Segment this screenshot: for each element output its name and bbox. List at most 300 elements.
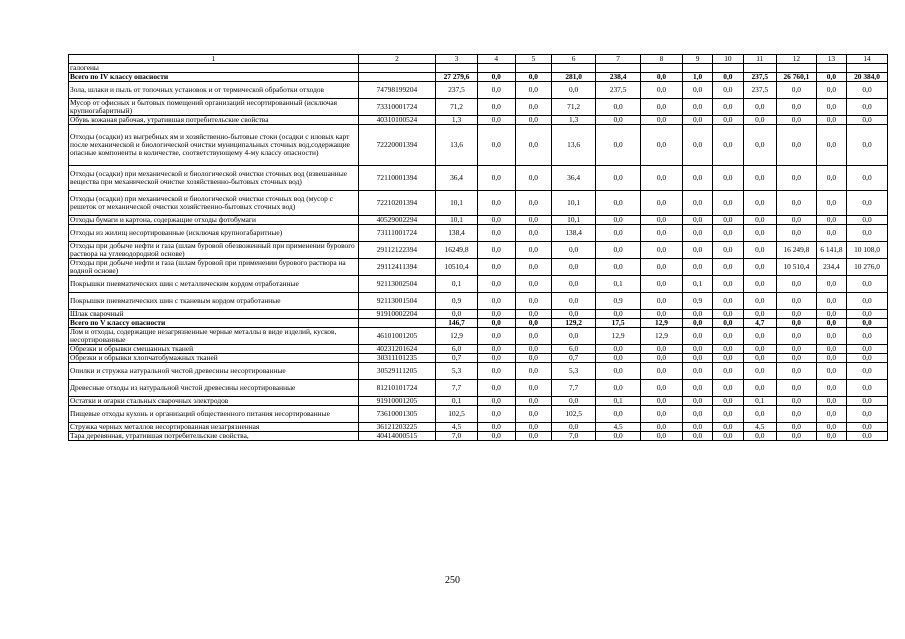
value-cell (777, 64, 817, 73)
value-cell: 0,0 (847, 125, 888, 166)
waste-code-cell: 72220001394 (358, 125, 435, 166)
value-cell: 0,0 (777, 328, 817, 345)
value-cell: 0,0 (847, 397, 888, 406)
column-number: 6 (552, 55, 596, 64)
waste-code-cell: 72110001394 (358, 166, 435, 191)
value-cell: 0,0 (816, 225, 846, 242)
value-cell: 0,0 (641, 166, 683, 191)
waste-row (69, 64, 888, 73)
value-cell: 0,0 (713, 397, 743, 406)
value-cell: 13,6 (436, 125, 478, 166)
total-row (69, 73, 888, 82)
waste-name-cell: Отходы при добыче нефти и газа (шлам буровой обезвоженный при применении бурового раствора на углеводородной основе) (69, 242, 359, 259)
value-cell: 0,0 (816, 319, 846, 328)
value-cell: 0,0 (477, 310, 515, 319)
value-cell: 0,0 (743, 406, 776, 423)
waste-code-cell: 40529002294 (358, 216, 435, 225)
waste-name-cell: Всего по V классу опасности (69, 319, 359, 328)
value-cell: 0,0 (515, 319, 552, 328)
value-cell: 0,0 (816, 406, 846, 423)
value-cell: 0,0 (713, 380, 743, 397)
value-cell: 0,0 (515, 432, 552, 441)
value-cell: 0,0 (743, 363, 776, 380)
value-cell: 0,0 (713, 310, 743, 319)
waste-name-cell: Отходы при добыче нефти и газа (шлам буровой при применении бурового раствора на водной основе) (69, 259, 359, 276)
waste-row (69, 166, 888, 191)
value-cell: 0,0 (552, 293, 596, 310)
waste-row (69, 310, 888, 319)
waste-code-cell: 92113001504 (358, 293, 435, 310)
value-cell: 0,0 (713, 82, 743, 99)
value-cell: 0,0 (743, 432, 776, 441)
waste-row (69, 432, 888, 441)
value-cell: 0,0 (713, 345, 743, 354)
value-cell: 0,0 (743, 259, 776, 276)
value-cell: 0,0 (596, 380, 641, 397)
value-cell: 1,0 (682, 73, 712, 82)
value-cell: 0,0 (477, 82, 515, 99)
value-cell (682, 64, 712, 73)
value-cell: 238,4 (596, 73, 641, 82)
value-cell: 0,0 (682, 82, 712, 99)
value-cell: 0,0 (816, 432, 846, 441)
value-cell: 0,0 (816, 397, 846, 406)
waste-name-cell: Обрезки и обрывки хлопчатобумажных тканей (69, 354, 359, 363)
waste-name-cell: галогены (69, 64, 359, 73)
value-cell: 0,0 (477, 345, 515, 354)
value-cell: 0,0 (816, 166, 846, 191)
value-cell: 0,0 (682, 354, 712, 363)
value-cell: 0,0 (477, 116, 515, 125)
value-cell: 0,0 (816, 354, 846, 363)
value-cell: 6,0 (552, 345, 596, 354)
waste-row (69, 99, 888, 116)
value-cell: 129,2 (552, 319, 596, 328)
value-cell: 17,5 (596, 319, 641, 328)
waste-row (69, 354, 888, 363)
waste-name-cell: Покрышки пневматических шин с тканевым кордом отработанные (69, 293, 359, 310)
value-cell: 0,1 (682, 276, 712, 293)
waste-row (69, 406, 888, 423)
value-cell: 0,0 (552, 259, 596, 276)
value-cell: 0,0 (641, 116, 683, 125)
value-cell: 0,0 (641, 225, 683, 242)
waste-name-cell: Отходы бумаги и картона, содержащие отходы фотобумаги (69, 216, 359, 225)
value-cell: 0,1 (596, 397, 641, 406)
value-cell: 0,0 (713, 116, 743, 125)
value-cell: 0,0 (847, 293, 888, 310)
column-number: 11 (743, 55, 776, 64)
value-cell: 0,0 (743, 242, 776, 259)
value-cell: 0,0 (477, 363, 515, 380)
value-cell: 20 384,0 (847, 73, 888, 82)
value-cell (847, 64, 888, 73)
value-cell: 0,0 (743, 125, 776, 166)
value-cell: 0,0 (477, 242, 515, 259)
value-cell: 13,6 (552, 125, 596, 166)
value-cell: 0,0 (777, 216, 817, 225)
value-cell: 26 760,1 (777, 73, 817, 82)
value-cell: 0,9 (436, 293, 478, 310)
value-cell: 0,0 (743, 310, 776, 319)
value-cell: 0,0 (777, 397, 817, 406)
waste-name-cell: Зола, шлаки и пыль от топочных установок и от термической обработки отходов (69, 82, 359, 99)
value-cell: 0,0 (743, 116, 776, 125)
value-cell: 0,0 (515, 354, 552, 363)
total-row (69, 319, 888, 328)
value-cell: 0,0 (477, 406, 515, 423)
waste-row (69, 423, 888, 432)
value-cell: 0,0 (477, 166, 515, 191)
value-cell: 0,0 (515, 293, 552, 310)
value-cell: 0,0 (847, 432, 888, 441)
waste-row (69, 225, 888, 242)
value-cell: 0,0 (743, 345, 776, 354)
value-cell: 0,0 (713, 191, 743, 216)
value-cell: 0,0 (847, 116, 888, 125)
value-cell: 0,0 (682, 116, 712, 125)
waste-code-cell: 73610001305 (358, 406, 435, 423)
value-cell: 10,1 (436, 191, 478, 216)
value-cell: 0,0 (477, 319, 515, 328)
column-number: 7 (596, 55, 641, 64)
value-cell: 0,0 (552, 276, 596, 293)
value-cell: 0,0 (596, 406, 641, 423)
value-cell: 0,0 (477, 225, 515, 242)
column-number: 1 (69, 55, 359, 64)
value-cell: 12,9 (596, 328, 641, 345)
value-cell: 0,0 (682, 259, 712, 276)
value-cell: 0,0 (641, 99, 683, 116)
waste-name-cell: Древесные отходы из натуральной чистой древесины несортированные (69, 380, 359, 397)
value-cell: 0,0 (847, 82, 888, 99)
waste-row (69, 191, 888, 216)
value-cell: 0,9 (596, 293, 641, 310)
table-body (69, 55, 888, 441)
value-cell: 0,0 (713, 406, 743, 423)
value-cell: 0,0 (515, 73, 552, 82)
value-cell: 5,3 (552, 363, 596, 380)
waste-name-cell: Обрезки и обрывки смешанных тканей (69, 345, 359, 354)
column-number: 10 (713, 55, 743, 64)
waste-name-cell: Шлак сварочный (69, 310, 359, 319)
value-cell: 0,0 (847, 225, 888, 242)
value-cell: 0,0 (682, 99, 712, 116)
value-cell: 0,0 (847, 310, 888, 319)
value-cell: 0,0 (816, 216, 846, 225)
value-cell: 0,0 (477, 354, 515, 363)
value-cell: 0,0 (816, 125, 846, 166)
value-cell: 0,0 (713, 99, 743, 116)
value-cell: 0,0 (847, 363, 888, 380)
value-cell: 138,4 (552, 225, 596, 242)
value-cell: 102,5 (436, 406, 478, 423)
value-cell: 0,0 (596, 242, 641, 259)
value-cell: 0,0 (777, 319, 817, 328)
value-cell: 0,0 (515, 397, 552, 406)
value-cell: 0,0 (682, 345, 712, 354)
value-cell: 7,7 (552, 380, 596, 397)
value-cell: 0,0 (847, 423, 888, 432)
value-cell: 0,0 (552, 310, 596, 319)
value-cell: 0,7 (436, 354, 478, 363)
waste-row (69, 328, 888, 345)
value-cell (596, 64, 641, 73)
value-cell: 0,0 (641, 345, 683, 354)
value-cell: 0,0 (641, 310, 683, 319)
value-cell: 0,0 (713, 242, 743, 259)
value-cell: 10 276,0 (847, 259, 888, 276)
value-cell: 0,0 (515, 423, 552, 432)
value-cell: 0,0 (515, 259, 552, 276)
value-cell: 0,0 (515, 328, 552, 345)
value-cell: 0,0 (682, 242, 712, 259)
value-cell: 0,0 (713, 432, 743, 441)
value-cell: 0,0 (777, 380, 817, 397)
value-cell: 0,0 (477, 276, 515, 293)
waste-row (69, 345, 888, 354)
value-cell: 0,0 (847, 216, 888, 225)
value-cell: 0,0 (641, 73, 683, 82)
value-cell: 0,0 (777, 166, 817, 191)
waste-row (69, 363, 888, 380)
value-cell: 0,0 (515, 99, 552, 116)
value-cell: 0,0 (515, 345, 552, 354)
value-cell: 0,0 (816, 99, 846, 116)
value-cell: 0,0 (682, 380, 712, 397)
value-cell: 0,0 (847, 166, 888, 191)
waste-code-cell: 73310001724 (358, 99, 435, 116)
waste-row (69, 242, 888, 259)
value-cell: 10,1 (436, 216, 478, 225)
value-cell: 138,4 (436, 225, 478, 242)
value-cell: 0,0 (477, 423, 515, 432)
waste-name-cell: Остатки и огарки стальных сварочных электродов (69, 397, 359, 406)
column-number: 2 (358, 55, 435, 64)
waste-code-cell: 36121203225 (358, 423, 435, 432)
column-number: 14 (847, 55, 888, 64)
waste-name-cell: Отходы (осадки) при механической и биологической очистки сточных вод (взвешанные вещества при механической очистке хозяйственно-бытовых сточных вод) (69, 166, 359, 191)
value-cell (816, 64, 846, 73)
value-cell: 7,0 (436, 432, 478, 441)
value-cell: 0,0 (713, 363, 743, 380)
waste-row (69, 259, 888, 276)
value-cell: 0,0 (641, 216, 683, 225)
value-cell: 0,0 (816, 276, 846, 293)
value-cell: 237,5 (743, 73, 776, 82)
value-cell: 36,4 (552, 166, 596, 191)
value-cell: 10 510,4 (777, 259, 817, 276)
waste-code-cell: 29112122394 (358, 242, 435, 259)
value-cell: 0,0 (515, 225, 552, 242)
waste-code-cell: 74798199204 (358, 82, 435, 99)
value-cell (477, 64, 515, 73)
value-cell: 0,0 (477, 99, 515, 116)
value-cell: 0,0 (682, 166, 712, 191)
value-cell: 10510,4 (436, 259, 478, 276)
value-cell: 0,0 (777, 363, 817, 380)
waste-table (68, 54, 888, 441)
value-cell: 0,0 (777, 82, 817, 99)
waste-code-cell: 92113002504 (358, 276, 435, 293)
value-cell: 0,0 (552, 242, 596, 259)
value-cell: 0,0 (816, 328, 846, 345)
value-cell: 0,0 (641, 397, 683, 406)
value-cell: 0,0 (641, 432, 683, 441)
value-cell: 0,0 (816, 380, 846, 397)
value-cell: 0,0 (552, 82, 596, 99)
waste-code-cell: 73111001724 (358, 225, 435, 242)
value-cell: 7,7 (436, 380, 478, 397)
value-cell: 0,0 (847, 191, 888, 216)
waste-code-cell: 30529111205 (358, 363, 435, 380)
value-cell: 0,0 (777, 406, 817, 423)
value-cell (743, 64, 776, 73)
value-cell: 0,0 (641, 354, 683, 363)
value-cell: 0,0 (477, 293, 515, 310)
value-cell: 0,0 (641, 276, 683, 293)
value-cell: 0,0 (682, 191, 712, 216)
value-cell: 0,0 (713, 354, 743, 363)
value-cell: 0,0 (552, 397, 596, 406)
waste-code-cell: 91910001205 (358, 397, 435, 406)
value-cell: 0,0 (682, 216, 712, 225)
value-cell: 0,0 (641, 125, 683, 166)
value-cell: 0,0 (777, 225, 817, 242)
value-cell: 0,0 (515, 406, 552, 423)
value-cell: 0,0 (477, 73, 515, 82)
value-cell: 0,1 (743, 397, 776, 406)
value-cell: 237,5 (743, 82, 776, 99)
value-cell: 0,0 (682, 319, 712, 328)
waste-name-cell: Пищевые отходы кухонь и организаций общественного питания несортированные (69, 406, 359, 423)
value-cell: 0,0 (596, 432, 641, 441)
column-number: 9 (682, 55, 712, 64)
value-cell: 0,0 (847, 276, 888, 293)
value-cell: 0,0 (777, 310, 817, 319)
value-cell: 0,0 (596, 354, 641, 363)
column-number: 5 (515, 55, 552, 64)
value-cell: 0,0 (641, 259, 683, 276)
waste-code-cell (358, 73, 435, 82)
value-cell: 0,0 (743, 328, 776, 345)
value-cell: 10 108,0 (847, 242, 888, 259)
waste-row (69, 276, 888, 293)
value-cell (436, 64, 478, 73)
value-cell: 0,0 (777, 125, 817, 166)
value-cell: 71,2 (552, 99, 596, 116)
column-number: 4 (477, 55, 515, 64)
value-cell: 0,0 (515, 276, 552, 293)
value-cell: 0,0 (816, 293, 846, 310)
value-cell: 237,5 (596, 82, 641, 99)
column-number: 3 (436, 55, 478, 64)
value-cell: 12,9 (641, 328, 683, 345)
value-cell: 16249,8 (436, 242, 478, 259)
waste-name-cell: Покрышки пневматических шин с металлическим кордом отработанные (69, 276, 359, 293)
column-number: 13 (816, 55, 846, 64)
value-cell: 5,3 (436, 363, 478, 380)
waste-name-cell: Отходы (осадки) при механической и биологической очистки сточных вод (мусор с решеток от механической очистки хозяйственно-бытовых сточных вод) (69, 191, 359, 216)
waste-code-cell: 72210201394 (358, 191, 435, 216)
waste-code-cell: 29112411394 (358, 259, 435, 276)
value-cell: 0,0 (713, 225, 743, 242)
waste-row (69, 116, 888, 125)
value-cell: 0,0 (477, 125, 515, 166)
waste-name-cell: Отходы (осадки) из выгребных ям и хозяйственно-бытовые стоки (осадки с иловых карт после механической и биологической очистки муниципальных сточных вод,содержащие опасные компоненты в количестве, соответствующему 4-му классу опасности) (69, 125, 359, 166)
waste-row (69, 397, 888, 406)
value-cell (713, 64, 743, 73)
value-cell: 0,7 (552, 354, 596, 363)
value-cell: 0,0 (777, 354, 817, 363)
value-cell: 36,4 (436, 166, 478, 191)
value-cell: 16 249,8 (777, 242, 817, 259)
value-cell: 0,0 (641, 406, 683, 423)
value-cell: 0,0 (743, 354, 776, 363)
waste-code-cell: 40231201624 (358, 345, 435, 354)
value-cell: 0,0 (777, 423, 817, 432)
column-number: 8 (641, 55, 683, 64)
value-cell: 27 279,6 (436, 73, 478, 82)
waste-name-cell: Мусор от офисных и бытовых помещений организаций несортированный (исключая крупногабаритный) (69, 99, 359, 116)
waste-row (69, 82, 888, 99)
column-number: 12 (777, 55, 817, 64)
value-cell: 0,0 (515, 166, 552, 191)
value-cell: 0,0 (777, 293, 817, 310)
value-cell: 0,0 (436, 310, 478, 319)
value-cell: 0,0 (816, 73, 846, 82)
value-cell: 0,0 (743, 276, 776, 293)
value-cell: 0,0 (847, 354, 888, 363)
value-cell: 4,5 (436, 423, 478, 432)
waste-code-cell (358, 64, 435, 73)
waste-code-cell: 91910002204 (358, 310, 435, 319)
value-cell: 0,0 (743, 225, 776, 242)
value-cell: 0,0 (515, 125, 552, 166)
value-cell: 0,0 (641, 380, 683, 397)
value-cell: 0,0 (682, 125, 712, 166)
value-cell: 0,0 (477, 432, 515, 441)
value-cell: 4,7 (743, 319, 776, 328)
value-cell: 146,7 (436, 319, 478, 328)
value-cell: 0,0 (713, 259, 743, 276)
value-cell: 0,0 (596, 166, 641, 191)
value-cell (515, 64, 552, 73)
value-cell: 0,0 (743, 293, 776, 310)
value-cell: 0,0 (682, 310, 712, 319)
waste-row (69, 380, 888, 397)
value-cell: 7,0 (552, 432, 596, 441)
value-cell: 102,5 (552, 406, 596, 423)
value-cell: 12,9 (436, 328, 478, 345)
value-cell: 0,0 (641, 293, 683, 310)
value-cell: 0,0 (515, 82, 552, 99)
value-cell: 0,0 (816, 82, 846, 99)
value-cell: 0,0 (515, 310, 552, 319)
value-cell: 0,0 (847, 99, 888, 116)
value-cell: 4,5 (596, 423, 641, 432)
value-cell: 4,5 (743, 423, 776, 432)
value-cell: 0,0 (477, 397, 515, 406)
waste-row (69, 216, 888, 225)
value-cell: 0,0 (713, 125, 743, 166)
value-cell: 0,0 (713, 166, 743, 191)
value-cell: 1,3 (436, 116, 478, 125)
value-cell: 0,0 (682, 363, 712, 380)
value-cell: 0,0 (552, 328, 596, 345)
value-cell: 234,4 (816, 259, 846, 276)
value-cell: 0,0 (596, 310, 641, 319)
